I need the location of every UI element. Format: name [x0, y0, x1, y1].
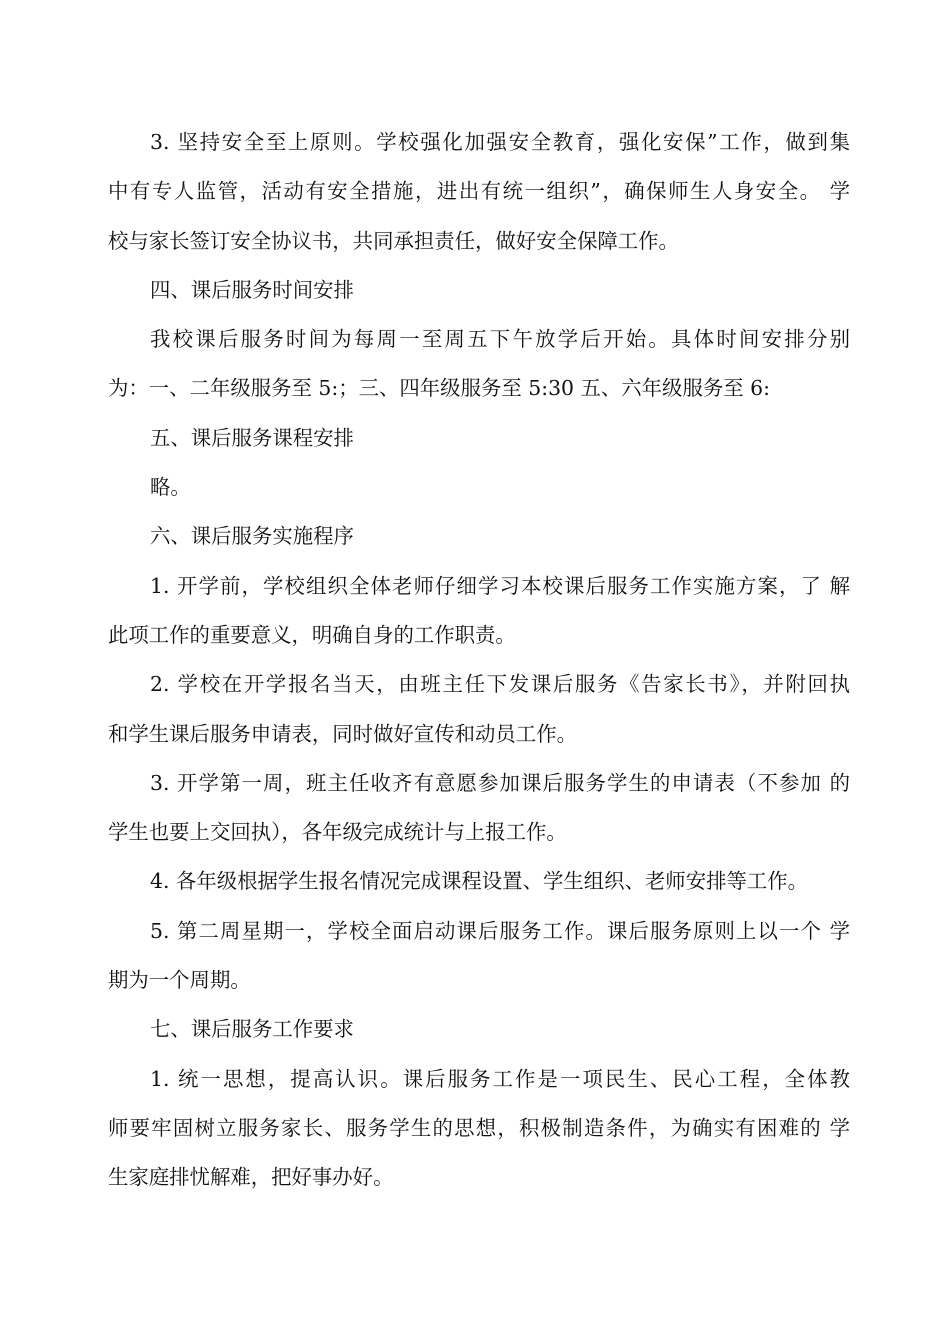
paragraph-line: 2. 学校在开学报名当天，由班主任下发课后服务《告家长书》，并附回执	[150, 672, 850, 697]
paragraph-line: 生家庭排忧解难，把好事办好。	[108, 1165, 394, 1190]
document-body	[108, 118, 850, 1203]
section-heading: 四、课后服务时间安排	[150, 277, 354, 302]
paragraph-line: 4. 各年级根据学生报名情况完成课程设置、学生组织、老师安排等工作。	[150, 869, 809, 894]
section-heading: 五、课后服务课程安排	[150, 425, 354, 450]
section-heading: 六、课后服务实施程序	[150, 524, 354, 549]
paragraph-line: 3. 坚持安全至上原则。学校强化加强安全教育，强化安保”工作，做到集	[150, 130, 850, 154]
paragraph-line: 和学生课后服务申请表，同时做好宣传和动员工作。	[108, 721, 577, 746]
paragraph-line: 师要牢固树立服务家长、服务学生的思想，积极制造条件，为确实有困难的 学	[108, 1115, 850, 1140]
paragraph-line: 为：一、二年级服务至 5:；三、四年级服务至 5:30 五、六年级服务至 6:	[108, 376, 770, 401]
paragraph-line: 1. 开学前，学校组织全体老师仔细学习本校课后服务工作实施方案，了 解	[150, 573, 850, 598]
paragraph-line: 此项工作的重要意义，明确自身的工作职责。	[108, 622, 516, 647]
paragraph-line: 学生也要上交回执），各年级完成统计与上报工作。	[108, 820, 567, 845]
paragraph-line: 校与家长签订安全协议书，共同承担责任，做好安全保障工作。	[108, 228, 679, 253]
paragraph-line: 期为一个周期。	[108, 968, 251, 993]
paragraph-line: 中有专人监管，活动有安全措施，进出有统一组织”，确保师生人身安全。 学	[108, 179, 850, 204]
section-heading: 七、课后服务工作要求	[150, 1017, 354, 1042]
paragraph-line: 5. 第二周星期一，学校全面启动课后服务工作。课后服务原则上以一个 学	[150, 918, 850, 943]
paragraph-line: 我校课后服务时间为每周一至周五下午放学后开始。具体时间安排分别	[150, 327, 850, 352]
paragraph-line: 1. 统一思想，提高认识。课后服务工作是一项民生、民心工程，全体教	[150, 1066, 850, 1091]
paragraph-line: 略。	[150, 475, 191, 500]
paragraph-line: 3. 开学第一周，班主任收齐有意愿参加课后服务学生的申请表（不参加 的	[150, 770, 850, 795]
